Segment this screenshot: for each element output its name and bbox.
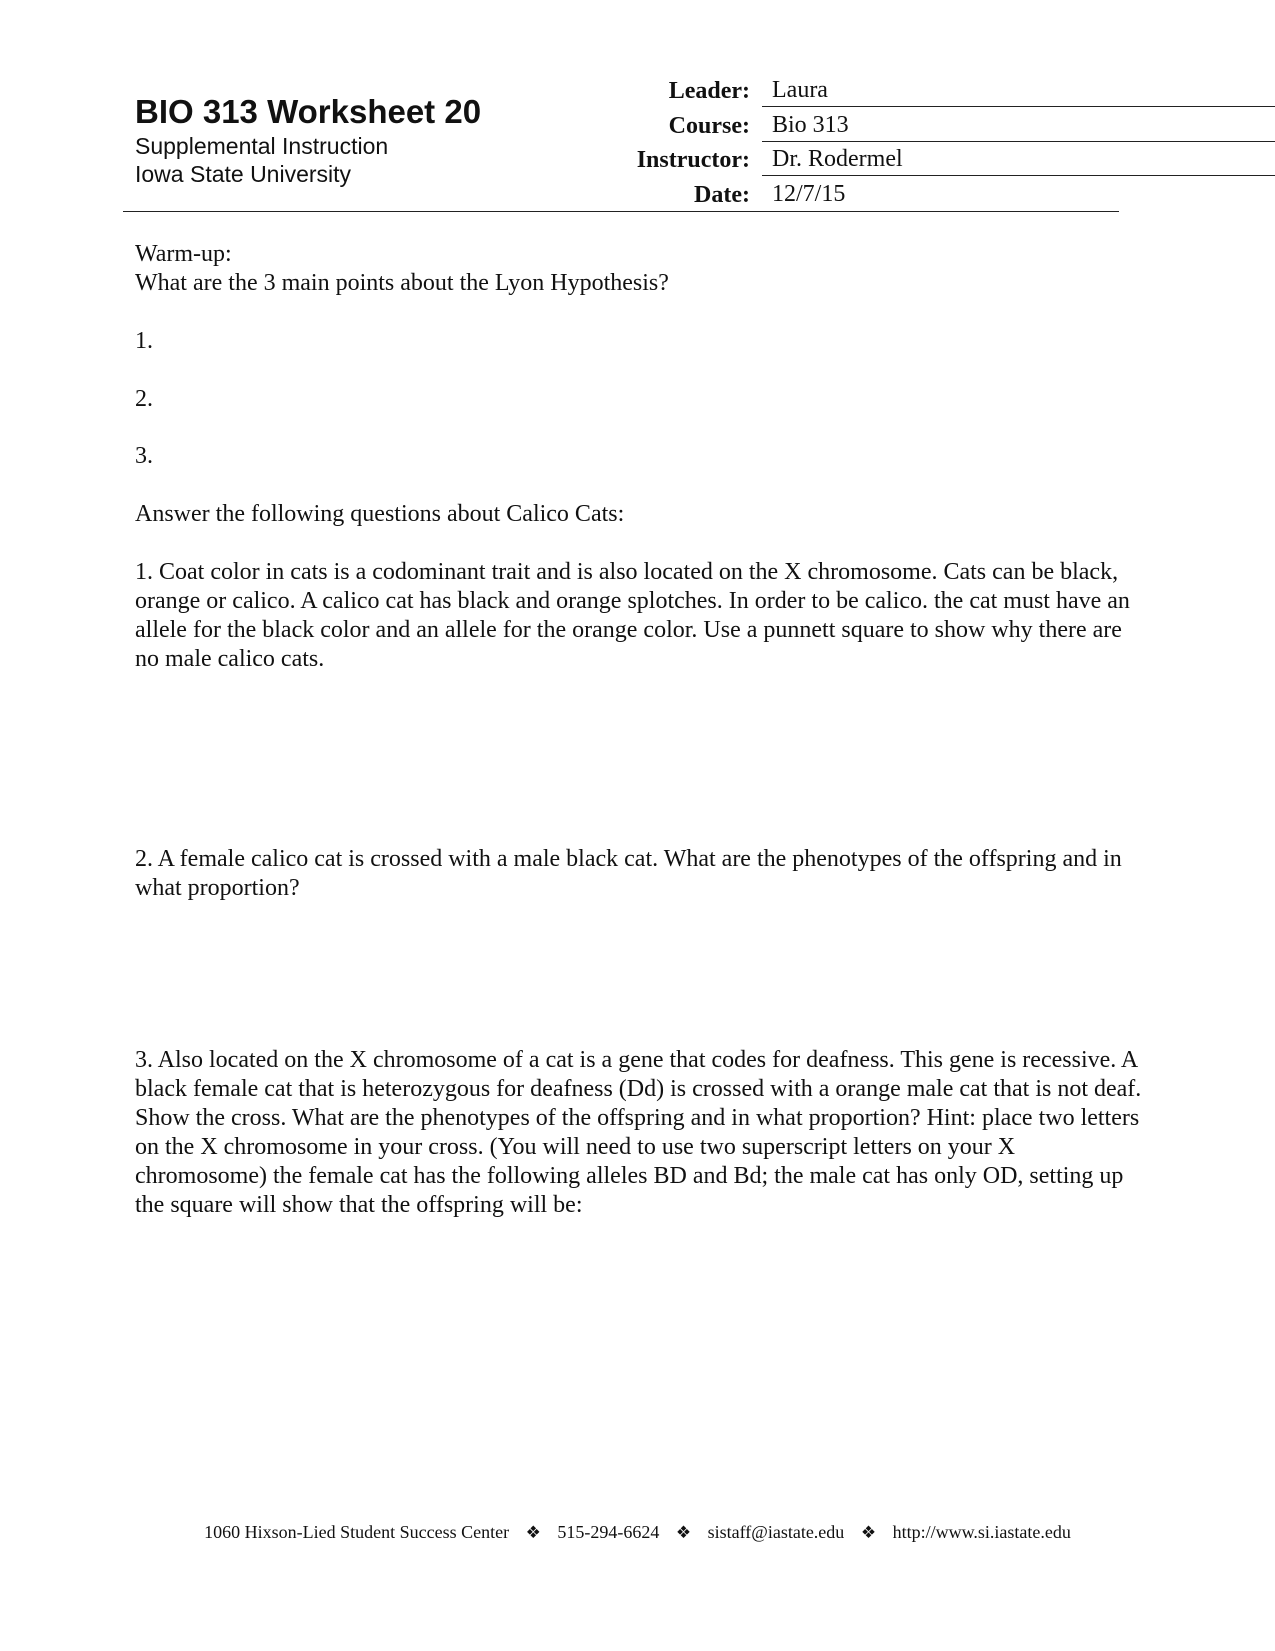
- footer-phone: 515-294-6624: [557, 1522, 660, 1542]
- diamond-separator-icon: ❖: [675, 1523, 692, 1542]
- university-name: Iowa State University: [135, 161, 352, 187]
- diamond-separator-icon: ❖: [525, 1523, 541, 1542]
- warmup-question: What are the 3 main points about the Lyon Hypothesis?: [135, 270, 669, 296]
- leader-label: Leader:: [668, 78, 750, 104]
- footer-email: sistaff@iastate.edu: [707, 1522, 845, 1542]
- footer-address: 1060 Hixson-Lied Student Success Center: [204, 1522, 510, 1542]
- program-name: Supplemental Instruction: [135, 133, 389, 159]
- warmup-item-3: 3.: [135, 443, 153, 469]
- instructor-value: Dr. Rodermel: [762, 143, 1275, 176]
- header-divider: [123, 211, 1119, 212]
- question-3: 3. Also located on the X chromosome of a cat is a gene that codes for deafness. This gene is recessive. A black female cat that is heterozygous for deafness (Dd) is crossed with a orange male cat that is not deaf. Show the cross. What are the phenotypes of the offspring and in what proportion? Hint: place two letters on the X chromosome in your cross. (You will need to use two superscript letters on your X chromosome) the female cat has the following alleles BD and Bd; the male cat has only OD, setting up the square will show that the offspring will be:: [135, 1047, 1142, 1218]
- date-label: Date:: [694, 181, 750, 208]
- leader-value: Laura: [762, 74, 1275, 107]
- warmup-item-2: 2.: [135, 386, 153, 412]
- instructor-label: Instructor:: [636, 147, 750, 173]
- worksheet-title: BIO 313 Worksheet 20: [135, 93, 482, 130]
- header-block: [135, 92, 615, 188]
- date-value: 12/7/15: [772, 180, 846, 207]
- course-label: Course:: [668, 112, 750, 139]
- question-2: 2. A female calico cat is crossed with a male black cat. What are the phenotypes of the offspring and in what proportion?: [135, 846, 1122, 901]
- question-1: 1. Coat color in cats is a codominant trait and is also located on the X chromosome. Cats can be black, orange or calico. A calico cat has black and orange splotches. In order to be calico. the cat must have an allele for the black color and an allele for the orange color. Use a punnett square to show why there are no male calico cats.: [135, 559, 1130, 672]
- warmup-heading: Warm-up:: [135, 241, 232, 267]
- warmup-item-1: 1.: [135, 328, 153, 354]
- course-value: Bio 313: [762, 109, 1275, 142]
- diamond-separator-icon: ❖: [860, 1523, 877, 1542]
- calico-intro: Answer the following questions about Calico Cats:: [135, 501, 625, 527]
- footer: [0, 1520, 1275, 1545]
- footer-website: http://www.si.iastate.edu: [892, 1522, 1071, 1542]
